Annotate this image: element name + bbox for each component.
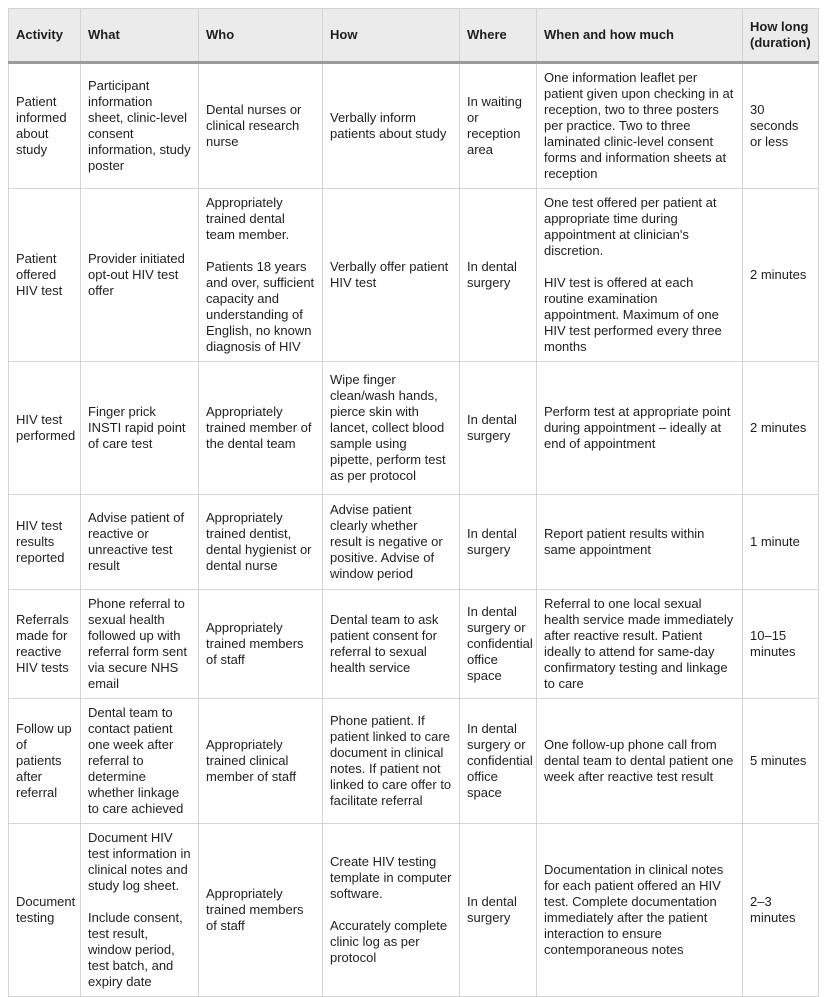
column-header-when-and-how-much: When and how much <box>537 9 743 63</box>
table-row <box>9 699 819 824</box>
cell-who: Appropriately trained clinical member of staff <box>199 699 323 824</box>
cell-activity: Patient offered HIV test <box>9 189 81 362</box>
cell-when-and-how-much: Report patient results within same appointment <box>537 495 743 590</box>
table-body <box>9 63 819 997</box>
table-row <box>9 495 819 590</box>
cell-how: Verbally inform patients about study <box>323 63 460 189</box>
header-row <box>9 9 819 63</box>
table-row <box>9 590 819 699</box>
cell-where: In dental surgery or confidential office space <box>460 590 537 699</box>
column-header-how-long: How long (duration) <box>743 9 819 63</box>
cell-how-long: 2 minutes <box>743 189 819 362</box>
cell-how-long: 1 minute <box>743 495 819 590</box>
cell-when-and-how-much: Perform test at appropriate point during appointment – ideally at end of appointment <box>537 362 743 495</box>
cell-activity: HIV test results reported <box>9 495 81 590</box>
column-header-where: Where <box>460 9 537 63</box>
cell-who: Appropriately trained dental team member. Patients 18 years and over, sufficient capacity and understanding of English, no known diagnosis of HIV <box>199 189 323 362</box>
cell-what: Provider initiated opt-out HIV test offer <box>81 189 199 362</box>
cell-how-long: 5 minutes <box>743 699 819 824</box>
cell-how: Phone patient. If patient linked to care document in clinical notes. If patient not linked to care offer to facilitate referral <box>323 699 460 824</box>
cell-who: Dental nurses or clinical research nurse <box>199 63 323 189</box>
cell-activity: Document testing <box>9 824 81 997</box>
cell-what: Finger prick INSTI rapid point of care test <box>81 362 199 495</box>
cell-how: Verbally offer patient HIV test <box>323 189 460 362</box>
cell-when-and-how-much: One follow-up phone call from dental team to dental patient one week after reactive test result <box>537 699 743 824</box>
cell-where: In dental surgery or confidential office space <box>460 699 537 824</box>
table-row <box>9 824 819 997</box>
cell-activity: Referrals made for reactive HIV tests <box>9 590 81 699</box>
cell-when-and-how-much: One test offered per patient at appropriate time during appointment at clinician's discretion. HIV test is offered at each routine examination appointment. Maximum of one HIV test performed every three months <box>537 189 743 362</box>
cell-what: Document HIV test information in clinical notes and study log sheet. Include consent, test result, window period, test batch, and expiry date <box>81 824 199 997</box>
cell-who: Appropriately trained members of staff <box>199 824 323 997</box>
cell-when-and-how-much: One information leaflet per patient given upon checking in at reception, two to three posters per practice. Two to three laminated clinic-level consent forms and information sheets at reception <box>537 63 743 189</box>
cell-how: Advise patient clearly whether result is negative or positive. Advise of window period <box>323 495 460 590</box>
cell-what: Dental team to contact patient one week after referral to determine whether linkage to care achieved <box>81 699 199 824</box>
cell-who: Appropriately trained member of the dental team <box>199 362 323 495</box>
cell-where: In dental surgery <box>460 362 537 495</box>
cell-what: Advise patient of reactive or unreactive test result <box>81 495 199 590</box>
table-row <box>9 63 819 189</box>
table-header <box>9 9 819 63</box>
cell-how-long: 10–15 minutes <box>743 590 819 699</box>
cell-where: In dental surgery <box>460 824 537 997</box>
cell-activity: Patient informed about study <box>9 63 81 189</box>
cell-how: Create HIV testing template in computer software. Accurately complete clinic log as per protocol <box>323 824 460 997</box>
cell-how-long: 30 seconds or less <box>743 63 819 189</box>
cell-what: Phone referral to sexual health followed up with referral form sent via secure NHS email <box>81 590 199 699</box>
cell-how-long: 2–3 minutes <box>743 824 819 997</box>
cell-where: In dental surgery <box>460 495 537 590</box>
column-header-activity: Activity <box>9 9 81 63</box>
cell-who: Appropriately trained members of staff <box>199 590 323 699</box>
cell-how-long: 2 minutes <box>743 362 819 495</box>
table-row <box>9 362 819 495</box>
cell-when-and-how-much: Referral to one local sexual health service made immediately after reactive result. Patient ideally to attend for same-day confirmatory testing and linkage to care <box>537 590 743 699</box>
cell-what: Participant information sheet, clinic-level consent information, study poster <box>81 63 199 189</box>
cell-how: Dental team to ask patient consent for referral to sexual health service <box>323 590 460 699</box>
cell-activity: Follow up of patients after referral <box>9 699 81 824</box>
column-header-what: What <box>81 9 199 63</box>
table-row <box>9 189 819 362</box>
cell-how: Wipe finger clean/wash hands, pierce skin with lancet, collect blood sample using pipette, perform test as per protocol <box>323 362 460 495</box>
cell-who: Appropriately trained dentist, dental hygienist or dental nurse <box>199 495 323 590</box>
cell-where: In dental surgery <box>460 189 537 362</box>
cell-where: In waiting or reception area <box>460 63 537 189</box>
cell-when-and-how-much: Documentation in clinical notes for each patient offered an HIV test. Complete documentation immediately after the patient interaction to ensure contemporaneous notes <box>537 824 743 997</box>
column-header-how: How <box>323 9 460 63</box>
cell-activity: HIV test performed <box>9 362 81 495</box>
study-activity-table <box>8 8 819 997</box>
column-header-who: Who <box>199 9 323 63</box>
